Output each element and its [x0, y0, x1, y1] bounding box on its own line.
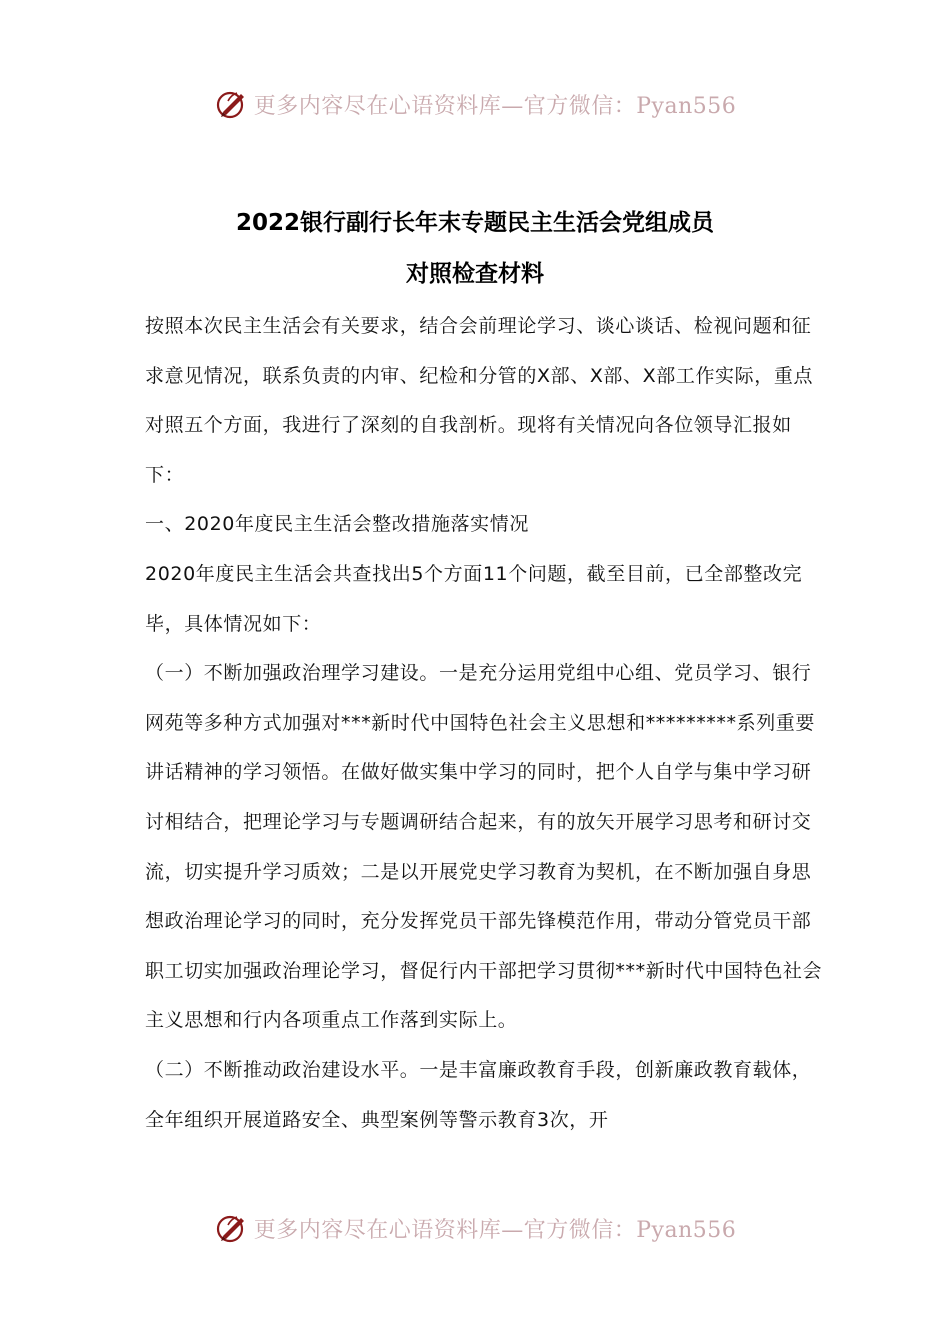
pen-logo-icon [214, 87, 248, 121]
pen-logo-icon [214, 1211, 248, 1245]
document-title-line2: 对照检查材料 [406, 261, 544, 287]
intro-paragraph: 按照本次民主生活会有关要求，结合会前理论学习、谈心谈话、检视问题和征求意见情况，联系负责的内审、纪检和分管的X部、X部、X部工作实际，重点对照五个方面，我进行了深刻的自我剖析。现将有关情况向各位领导汇报如下： [145, 315, 814, 486]
section-heading: 一、2020年度民主生活会整改措施落实情况 [145, 513, 529, 536]
document-title-line1: 2022银行副行长年末专题民主生活会党组成员 [235, 210, 714, 236]
watermark-footer [0, 1208, 950, 1248]
watermark-text: 更多内容尽在心语资料库—官方微信：Pyan556 [253, 1217, 737, 1243]
summary-paragraph: 2020年度民主生活会共查找出5个方面11个问题，截至目前，已全部整改完毕，具体情况如下： [145, 562, 803, 635]
watermark-header [0, 84, 950, 124]
document-body [145, 302, 825, 1145]
item-one-paragraph: （一）不断加强政治理学习建设。一是充分运用党组中心组、党员学习、银行网苑等多种方式加强对***新时代中国特色社会主义思想和*********系列重要讲话精神的学习领悟。在做好做实集中学习的同时，把个人自学与集中学习研讨相结合，把理论学习与专题调研结合起来，有的放矢开展学习思考和研讨交流，切实提升学习质效；二是以开展党史学习教育为契机，在不断加强自身思想政治理论学习的同时，充分发挥党员干部先锋模范作用，带动分管党员干部职工切实加强政治理论学习，督促行内干部把学习贯彻***新时代中国特色社会主义思想和行内各项重点工作落到实际上。 [145, 662, 823, 1032]
item-two-paragraph: （二）不断推动政治建设水平。一是丰富廉政教育手段，创新廉政教育载体，全年组织开展道路安全、典型案例等警示教育3次，开 [145, 1058, 812, 1131]
watermark-text: 更多内容尽在心语资料库—官方微信：Pyan556 [253, 93, 737, 119]
